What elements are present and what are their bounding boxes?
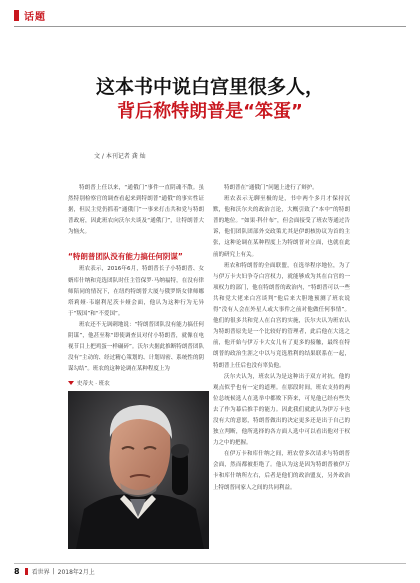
paragraph: 班农表示无聊至极的是，书中两个多月才保持沉默，他和沃尔夫的政治言论，大概引致了“本中”的特朗普的地位。“如果·科什布”，但会面接受了班农等通过告诉，他们团队团部外交政策尤其是伊朗核协议为首的主张，这种论调在某种程度上为特朗普对立面，也就在此前的研究上有关。: [213, 196, 350, 258]
photo-caption: [68, 379, 110, 387]
subheading: “特朗普团队没有能力搞任何阴谋”: [68, 252, 183, 261]
page-footer: [14, 567, 95, 576]
section-label: 话题: [24, 11, 46, 23]
paragraph: 沃尔夫认为，班农认为是这种出于双方对抗，他的观点似乎也有一定的道理。在那段时间，班农支持的两位总统候选人在选举中都败下阵来，可见他已经有些失去了作为幕后推手的能力。因此我们就此认为伊万卡也没有大的意愿，特朗普做出的决定更多还是出于自己的独立判断，他所选择的各方面人选中可以看出他对于权力之中的把握。: [213, 373, 350, 447]
paragraph: 班农表示，2016年6月，特朗普长子小特朗普、女婿库什纳和竞选团队时任主管保罗·马纳福特，在没有律师陪同的情况下，在纽约特朗普大厦与俄罗斯女律师娜塔莉娅·韦谢利尼茨卡娅会面，他认为这种行为无异于“叛国”和“不爱国”。: [68, 266, 204, 317]
footer-marker: [25, 568, 28, 575]
right-column: [213, 183, 350, 494]
paragraph: 班农还不无讽刺地说：“特朗普团队没有能力搞任何阴谋”，他甚至称“即使调查员对付小特朗普，就像在电视节目上把鸡蛋一样碾碎”。沃尔夫据此推断特朗普团队没有“主动的、经过精心策划的、计划周密、系统性的阴谋勾结”。班农的这种论调在某种程度上为: [68, 321, 204, 373]
portrait-illustration: [68, 391, 209, 549]
publication-name: 看世界: [31, 569, 50, 576]
bottom-rule: [14, 563, 406, 564]
paragraph: 班农和特朗普的全面联盟，在选举程序地位，为了与伊万卡夫妇争夺白宫权力，就能够成为其在白宫的一项权力的部门，他在特朗普的政治内，“特朗普可以一些共和党大佬来白宫谈判”他后来大胆地预测了班农说得“没有人会在外星人或大事件之前对他做任何事情”。他们的很多共和党人在白宫的实施，沃尔夫认为班农认为特朗普原先是一个比较好的管理者，此后他在大选之前，他开始与伊万卡大女儿有了更多的接触，最终在特朗普的政治生涯之中以与竞选胜利的结果联系在一起，特朗普上任后也没有辜负他。: [213, 262, 350, 369]
section-header: [14, 9, 46, 21]
page-number: 8: [14, 567, 20, 576]
photo-caption-text: 史蒂夫 · 班农: [77, 381, 110, 387]
paragraph: 在伊万卡和库什纳之间，班农曾多次请求与特朗普会面，然而都被拒绝了。他认为这是因为特朗普被伊万卡和库什纳所左右，后者是他们的政治盟友，另外政治上特朗普同家人之间的共同利益。: [213, 451, 350, 491]
caption-marker-icon: [68, 381, 74, 385]
issue-date: 2018年2月上: [57, 569, 95, 576]
paragraph: 特朗普上任以来，“通俄门”事件一直阴魂不散。虽然特别检察官的调查看起来到特朗普“通俄”的事实性证据，但民主党仍抓着“通俄门”一事来打击共和党与特朗普政府，因此班农向沃尔夫谈及“通俄门”，让特朗普大为恼火。: [68, 185, 204, 236]
section-marker: [14, 10, 19, 21]
footer-divider: |: [52, 568, 55, 575]
top-rule: [14, 26, 406, 27]
title-line-2: 背后称特朗普是“笨蛋”: [117, 101, 303, 122]
byline: 文 / 本刊记者 龚 灿: [94, 153, 146, 160]
portrait-photo: [68, 391, 209, 549]
paragraph: 特朗普在“通俄门”问题上进行了辩护。: [224, 185, 318, 191]
title-line-1: 这本书中说白宫里很多人，: [95, 76, 324, 98]
left-column: [68, 183, 204, 375]
